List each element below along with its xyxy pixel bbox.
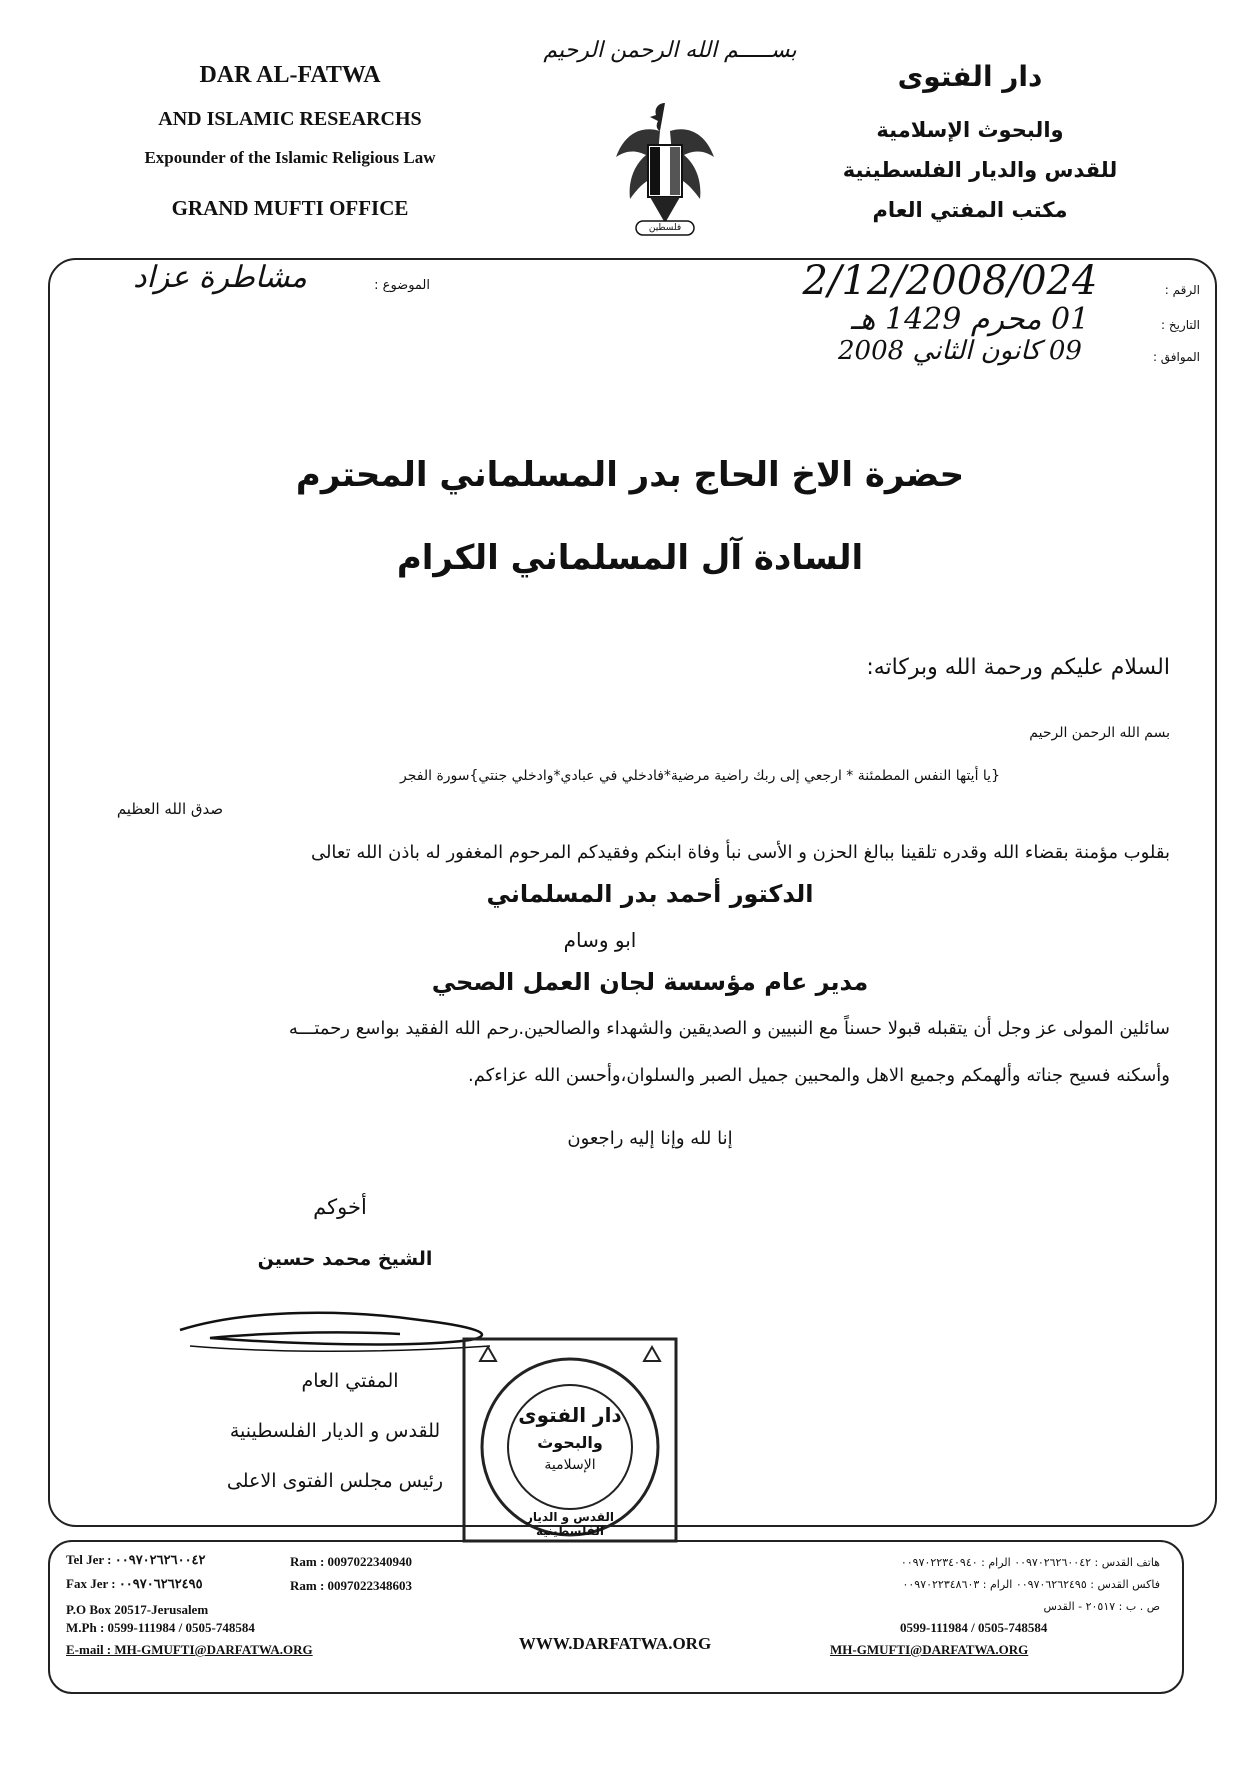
header-en-line3: Expounder of the Islamic Religious Law bbox=[144, 148, 436, 167]
ref-label: الرقم : bbox=[1164, 283, 1200, 297]
equiv-label: الموافق : bbox=[1152, 350, 1200, 364]
footer-fax: Fax Jer : ٠٠٩٧٠٦٢٦٢٤٩٥ bbox=[66, 1576, 203, 1591]
stamp-line2: والبحوث bbox=[537, 1433, 603, 1452]
subject-value: مشاطرة عزاد bbox=[133, 260, 307, 295]
header-en-line4: GRAND MUFTI OFFICE bbox=[171, 196, 409, 220]
prayer-paragraph-line1: سائلين المولى عز وجل أن يتقبله قبولا حسناً مع النبيين و الصديقين والشهداء والصالحين.رحم الله الفقيد بواسع رحمتـــه bbox=[288, 1018, 1170, 1039]
footer-mobile: M.Ph : 0599-111984 / 0505-748584 bbox=[66, 1620, 255, 1635]
header-en-line2: AND ISLAMIC RESEARCHS bbox=[158, 108, 422, 130]
footer-ar-fax: فاكس القدس : ٠٠٩٧٠٦٢٦٢٤٩٥ الرام : ٠٠٩٧٠٢٢٣٤٨٦٠٣ bbox=[902, 1578, 1160, 1591]
sign-name: الشيخ محمد حسين bbox=[257, 1248, 433, 1270]
basmala-small: بسم الله الرحمن الرحيم bbox=[1029, 725, 1170, 741]
handwritten-signature bbox=[170, 1300, 510, 1360]
deceased-title: مدير عام مؤسسة لجان العمل الصحي bbox=[431, 968, 869, 996]
footer-ram-phone: Ram : 0097022340940 bbox=[290, 1554, 413, 1569]
stamp-line1: دار الفتوى bbox=[518, 1403, 622, 1427]
subject-label: الموضوع : bbox=[374, 278, 430, 293]
ref-value: 2/12/2008/024 bbox=[802, 258, 1098, 304]
basmala-header: بســـــم الله الرحمن الرحيم bbox=[543, 38, 797, 63]
footer-ar-email[interactable]: MH-GMUFTI@DARFATWA.ORG bbox=[830, 1642, 1029, 1657]
condolence-paragraph: بقلوب مؤمنة بقضاء الله وقدره تلقينا ببالغ الحزن و الأسى نبأ وفاة ابنكم وفقيدكم المرحوم المغفور له باذن الله تعالى bbox=[310, 842, 1170, 863]
sign-role-jerusalem: للقدس و الديار الفلسطينية bbox=[229, 1420, 441, 1442]
prayer-paragraph-line2: وأسكنه فسيح جناته وألهمكم وجميع الاهل والمحبين جميل الصبر والسلوان،وأحسن الله عزاءكم. bbox=[467, 1065, 1170, 1086]
footer-ram-fax: Ram : 0097022348603 bbox=[290, 1578, 413, 1593]
footer-ar-tel: هاتف القدس : ٠٠٩٧٠٢٦٢٦٠٠٤٢ الرام : ٠٠٩٧٠٢٢٣٤٠٩٤٠ bbox=[900, 1556, 1160, 1569]
header-en-line1: DAR AL-FATWA bbox=[199, 62, 381, 88]
stamp-line3: الإسلامية bbox=[544, 1457, 596, 1473]
deceased-name: الدكتور أحمد بدر المسلماني bbox=[486, 880, 814, 908]
footer-tel: Tel Jer : ٠٠٩٧٠٢٦٢٦٠٠٤٢ bbox=[66, 1552, 206, 1567]
footer-ar-mobile: 0599-111984 / 0505-748584 bbox=[900, 1620, 1048, 1635]
deceased-kunya: ابو وسام bbox=[563, 928, 637, 952]
sign-role-council: رئيس مجلس الفتوى الاعلى bbox=[226, 1470, 444, 1492]
official-stamp bbox=[460, 1335, 680, 1545]
sadaq-allah: صدق الله العظيم bbox=[116, 800, 224, 818]
heading-family: السادة آل المسلماني الكرام bbox=[396, 538, 864, 578]
footer-pobox: P.O Box 20517-Jerusalem bbox=[66, 1602, 209, 1617]
quran-verse: {يا أيتها النفس المطمئنة * ارجعي إلى ربك راضية مرضية*فادخلي في عبادي*وادخلي جنتي}سورة الفجر bbox=[400, 768, 1000, 784]
emblem-caption: فلسطين bbox=[648, 223, 682, 233]
header-ar-line3: للقدس والديار الفلسطينية bbox=[842, 158, 1118, 182]
date-value: 01 محرم 1429 هـ bbox=[850, 302, 1090, 337]
sign-brother: أخوكم bbox=[313, 1195, 367, 1219]
sign-role-mufti: المفتي العام bbox=[301, 1370, 399, 1392]
closing-verse: إنا لله وإنا إليه راجعون bbox=[567, 1128, 733, 1149]
equiv-value: 09 كانون الثاني 2008 bbox=[838, 336, 1082, 366]
footer-website[interactable]: WWW.DARFATWA.ORG bbox=[518, 1634, 712, 1653]
date-label: التاريخ : bbox=[1160, 318, 1200, 332]
header-ar-line4: مكتب المفتي العام bbox=[872, 198, 1068, 222]
stamp-ring-text: القدس و الديار الفلسطينية bbox=[525, 1510, 615, 1538]
greeting: السلام عليكم ورحمة الله وبركاته: bbox=[866, 655, 1170, 680]
header-ar-line2: والبحوث الإسلامية bbox=[876, 118, 1064, 142]
palestine-eagle-emblem bbox=[610, 95, 720, 245]
footer-email[interactable]: E-mail : MH-GMUFTI@DARFATWA.ORG bbox=[66, 1642, 313, 1657]
footer-ar-pobox: ص . ب : ٢٠٥١٧ - القدس bbox=[1043, 1600, 1160, 1613]
header-ar-line1: دار الفتوى bbox=[897, 60, 1043, 93]
heading-addressee: حضرة الاخ الحاج بدر المسلماني المحترم bbox=[295, 455, 965, 495]
